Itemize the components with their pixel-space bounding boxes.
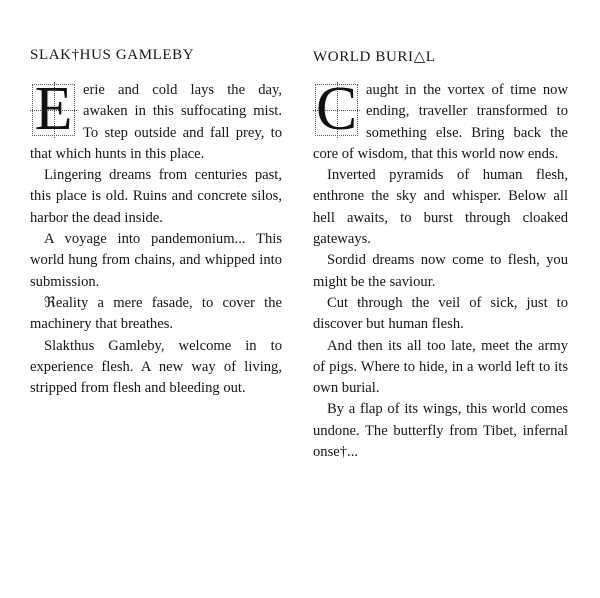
lyrics-paragraph: A voyage into pandemonium... This world hung from chains, and whipped into submission.: [30, 231, 282, 290]
lyrics-paragraph: Slakthus Gamleby, welcome in to experience flesh. A new way of living, stripped from flesh and bleeding out.: [30, 337, 282, 397]
lyrics-paragraph: And then its all too late, meet the army of pigs. Where to hide, in a world left to its own burial.: [313, 337, 568, 397]
lyrics-paragraph: By a flap of its wings, this world comes undone. The butterfly from Tibet, infernal onse†...: [313, 401, 568, 461]
song-title: SLAK†HUS GAMLEBY: [30, 47, 195, 63]
lyrics-paragraph: ℜeality a mere fasade, to cover the machinery that breathes.: [30, 294, 282, 333]
lyrics-paragraph: Lingering dreams from centuries past, this place is old. Ruins and concrete silos, harbor the dead inside.: [30, 167, 282, 226]
drop-cap: [313, 75, 360, 143]
lyrics-paragraph: [313, 75, 568, 165]
drop-cap-letter: C: [315, 75, 358, 143]
paragraph-text: erie and cold lays the day, awaken in this suffocating mist. To step outside and fall prey, to that which hunts in this place.: [30, 82, 282, 162]
lyrics-paragraph: [30, 75, 282, 165]
lyrics-paragraph: Cut ŧhrough the veil of sick, just to discover but human flesh.: [313, 294, 568, 333]
lyrics-body: [30, 75, 282, 399]
lyrics-paragraph: Inverted pyramids of human flesh, enthrone the sky and whisper. Below all hell awaits, to burst through cloaked gateways.: [313, 167, 568, 248]
drop-cap: [30, 75, 77, 143]
lyrics-paragraph: Sordid dreams now come to flesh, you might be the saviour.: [313, 252, 568, 290]
lyrics-body: [313, 75, 568, 463]
song-title: WORLD BURI△L: [313, 49, 436, 65]
paragraph-text: aught in the vortex of time now ending, traveller transformed to something else. Bring back the core of wisdom, that this world now ends.: [313, 82, 568, 162]
drop-cap-letter: E: [34, 75, 73, 143]
